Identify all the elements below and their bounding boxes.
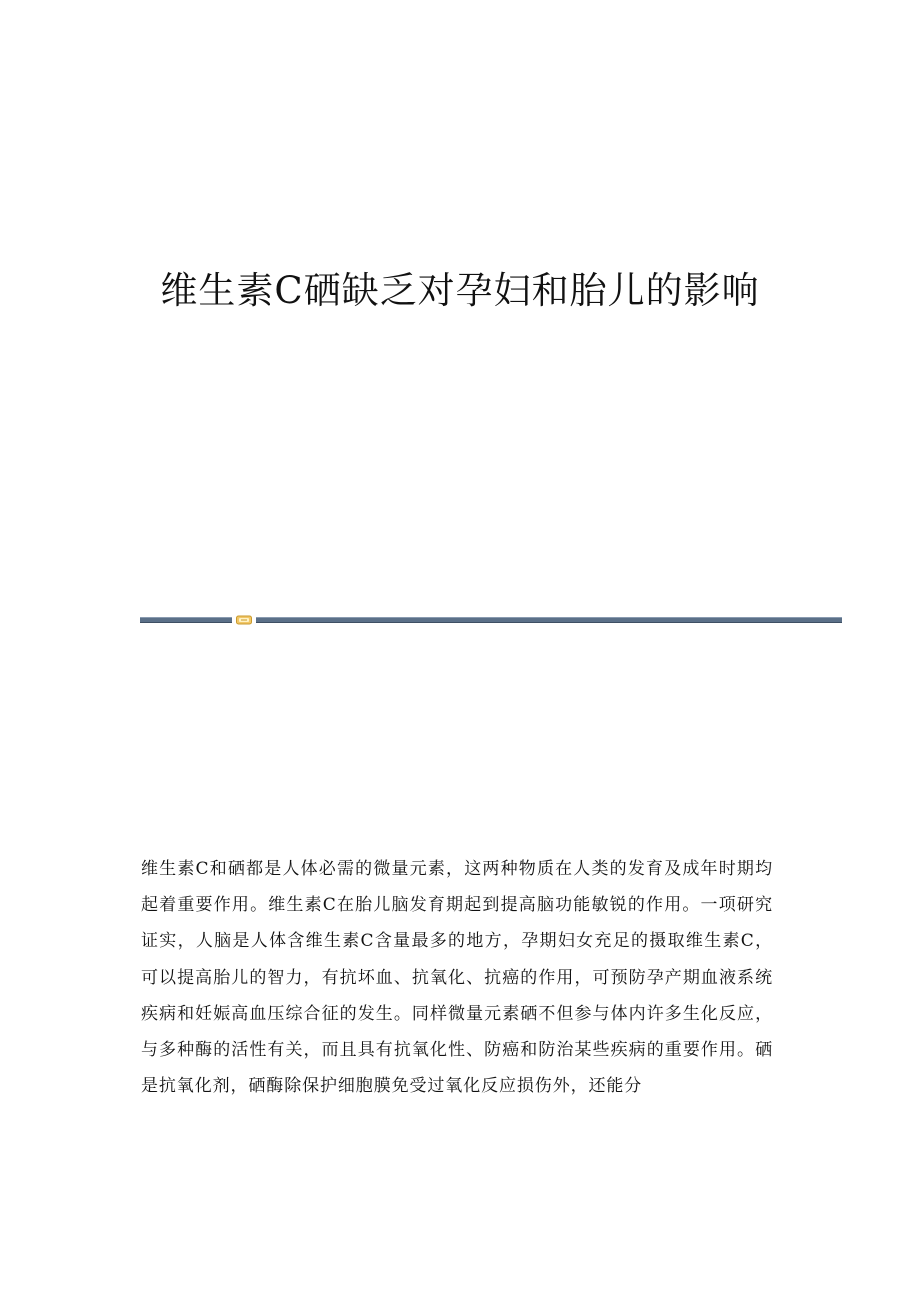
section-divider <box>140 615 842 625</box>
document-title: 维生素C硒缺乏对孕妇和胎儿的影响 <box>160 269 760 312</box>
divider-bar-right <box>256 617 842 623</box>
body-paragraph: 维生素C和硒都是人体必需的微量元素，这两种物质在人类的发育及成年时期均起着重要作用。维生素C在胎儿脑发育期起到提高脑功能敏锐的作用。一项研究证实，人脑是人体含维生素C含量最多的地方，孕期妇女充足的摄取维生素C，可以提高胎儿的智力，有抗坏血、抗氧化、抗癌的作用，可预防孕产期血液系统疾病和妊娠高血压综合征的发生。同样微量元素硒不但参与体内许多生化反应，与多种酶的活性有关，而且具有抗氧化性、防癌和防治某些疾病的重要作用。硒是抗氧化剂，硒酶除保护细胞膜免受过氧化反应损伤外，还能分 <box>141 859 773 1097</box>
divider-bar-left <box>140 617 232 623</box>
decorative-ornament-icon <box>236 615 252 625</box>
